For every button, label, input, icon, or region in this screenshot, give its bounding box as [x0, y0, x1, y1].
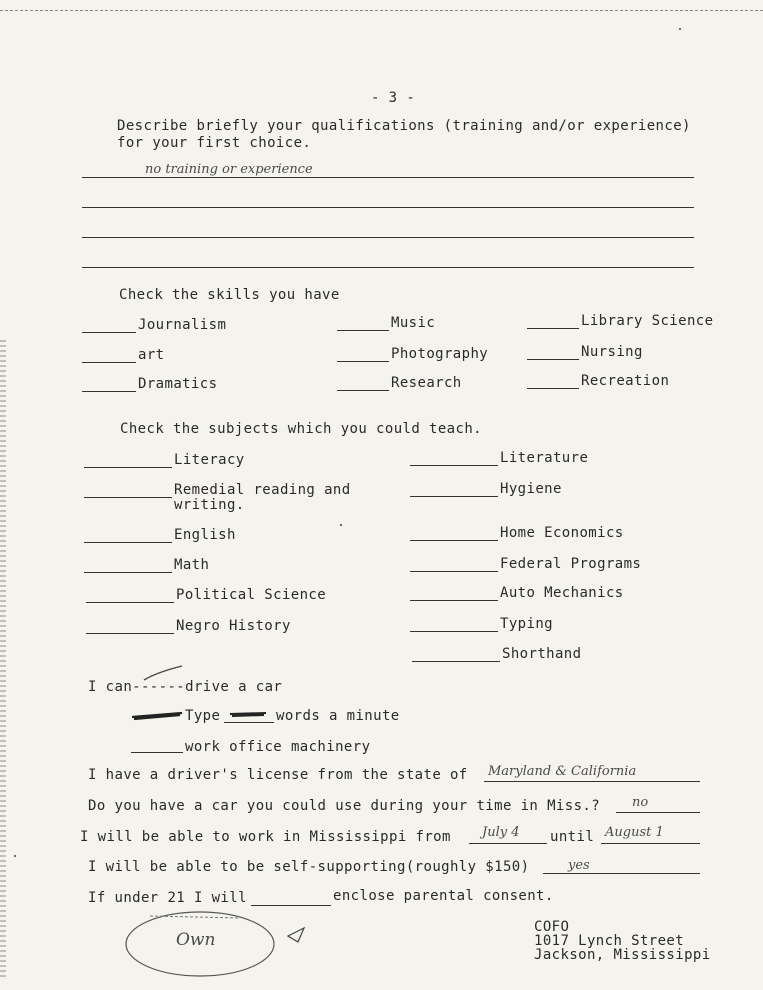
subject-checkbox-federal-programs[interactable]	[410, 571, 498, 572]
office-machinery-label: work office machinery	[185, 739, 371, 755]
subject-checkbox-political-science[interactable]	[86, 602, 174, 603]
skill-checkbox-library-science[interactable]	[527, 328, 579, 329]
self-support-label: I will be able to be self-supporting(roughly $150)	[88, 859, 530, 875]
torn-top-edge	[0, 0, 763, 11]
subject-negro-history: Negro History	[176, 618, 291, 634]
scan-speck	[679, 28, 681, 30]
work-from-answer: July 4	[482, 825, 520, 840]
subject-remedial-reading: Remedial reading and	[174, 482, 351, 498]
consent-prefix: If under 21 I will	[88, 890, 247, 906]
license-label: I have a driver's license from the state of	[88, 767, 468, 783]
subjects-heading: Check the subjects which you could teach.	[120, 421, 482, 437]
qualifications-prompt: Describe briefly your qualifications (training and/or experience)	[117, 118, 691, 134]
skills-heading: Check the skills you have	[119, 287, 340, 303]
page-number: - 3 -	[371, 90, 416, 106]
skill-checkbox-music[interactable]	[337, 330, 389, 331]
skill-checkbox-dramatics[interactable]	[82, 391, 136, 392]
subject-checkbox-typing[interactable]	[410, 631, 498, 632]
subject-checkbox-remedial-reading[interactable]	[84, 497, 172, 498]
skill-research: Research	[391, 375, 462, 391]
work-from-label: I will be able to work in Mississippi from	[80, 829, 451, 845]
subject-checkbox-literature[interactable]	[410, 465, 498, 466]
subject-checkbox-hygiene[interactable]	[410, 496, 498, 497]
self-support-field[interactable]	[543, 873, 700, 874]
subject-checkbox-negro-history[interactable]	[86, 633, 174, 634]
subject-checkbox-shorthand[interactable]	[412, 661, 500, 662]
skill-music: Music	[391, 315, 436, 331]
address-street: 1017 Lynch Street	[534, 933, 685, 949]
skill-library-science: Library Science	[581, 313, 714, 329]
subject-checkbox-english[interactable]	[84, 542, 172, 543]
qualifications-line-4[interactable]	[82, 267, 694, 268]
subject-literacy: Literacy	[174, 452, 245, 468]
work-until-field[interactable]	[601, 843, 700, 844]
qualifications-line-1[interactable]	[82, 177, 694, 178]
subject-remedial-reading-cont: writing.	[174, 497, 245, 513]
scan-speck	[340, 524, 342, 526]
subject-checkbox-home-economics[interactable]	[410, 540, 498, 541]
stamp-handwriting: Own	[176, 930, 216, 950]
car-question: Do you have a car you could use during your time in Miss.?	[88, 798, 601, 814]
skill-checkbox-recreation[interactable]	[527, 388, 579, 389]
skill-photography: Photography	[391, 346, 489, 362]
address-city: Jackson, Mississippi	[534, 947, 711, 963]
skill-checkbox-photography[interactable]	[337, 361, 389, 362]
subject-checkbox-literacy[interactable]	[84, 467, 172, 468]
skill-journalism: Journalism	[138, 317, 227, 333]
subject-shorthand: Shorthand	[502, 646, 582, 662]
license-state-field[interactable]	[484, 781, 700, 782]
subject-auto-mechanics: Auto Mechanics	[500, 585, 624, 601]
skill-checkbox-research[interactable]	[337, 390, 389, 391]
address-org: COFO	[534, 919, 570, 935]
qualifications-line-2[interactable]	[82, 207, 694, 208]
work-until-answer: August 1	[605, 825, 664, 840]
car-answer-field[interactable]	[616, 812, 700, 813]
car-answer: no	[632, 795, 649, 810]
words-a-minute-label: words a minute	[276, 708, 400, 724]
skill-checkbox-journalism[interactable]	[82, 332, 136, 333]
scan-left-edge	[0, 340, 6, 980]
qualifications-line-3[interactable]	[82, 237, 694, 238]
skill-nursing: Nursing	[581, 344, 643, 360]
skill-checkbox-art[interactable]	[82, 362, 136, 363]
skill-recreation: Recreation	[581, 373, 670, 389]
scribbled-mark-type	[130, 708, 185, 722]
skill-art: art	[138, 347, 165, 363]
work-until-label: until	[550, 829, 595, 845]
subject-political-science: Political Science	[176, 587, 327, 603]
words-per-minute-blank[interactable]	[224, 722, 274, 723]
subject-home-economics: Home Economics	[500, 525, 624, 541]
subject-hygiene: Hygiene	[500, 481, 562, 497]
consent-suffix: enclose parental consent.	[333, 888, 554, 904]
subject-literature: Literature	[500, 450, 589, 466]
subject-checkbox-auto-mechanics[interactable]	[410, 600, 498, 601]
qualifications-answer: no training or experience	[145, 162, 313, 177]
office-machinery-checkbox[interactable]	[131, 752, 183, 753]
subject-math: Math	[174, 557, 210, 573]
circular-stamp	[120, 906, 320, 986]
license-state-answer: Maryland & California	[488, 764, 637, 779]
scan-speck	[14, 855, 16, 857]
subject-english: English	[174, 527, 236, 543]
scribbled-out-words-per-minute	[228, 708, 270, 720]
self-support-answer: yes	[568, 858, 590, 873]
skill-dramatics: Dramatics	[138, 376, 218, 392]
qualifications-prompt-cont: for your first choice.	[117, 135, 312, 151]
subject-typing: Typing	[500, 616, 553, 632]
type-label: Type	[185, 708, 221, 724]
drive-car-option[interactable]: I can------drive a car	[88, 679, 283, 695]
work-from-field[interactable]	[469, 843, 547, 844]
skill-checkbox-nursing[interactable]	[527, 359, 579, 360]
subject-federal-programs: Federal Programs	[500, 556, 642, 572]
subject-checkbox-math[interactable]	[84, 572, 172, 573]
